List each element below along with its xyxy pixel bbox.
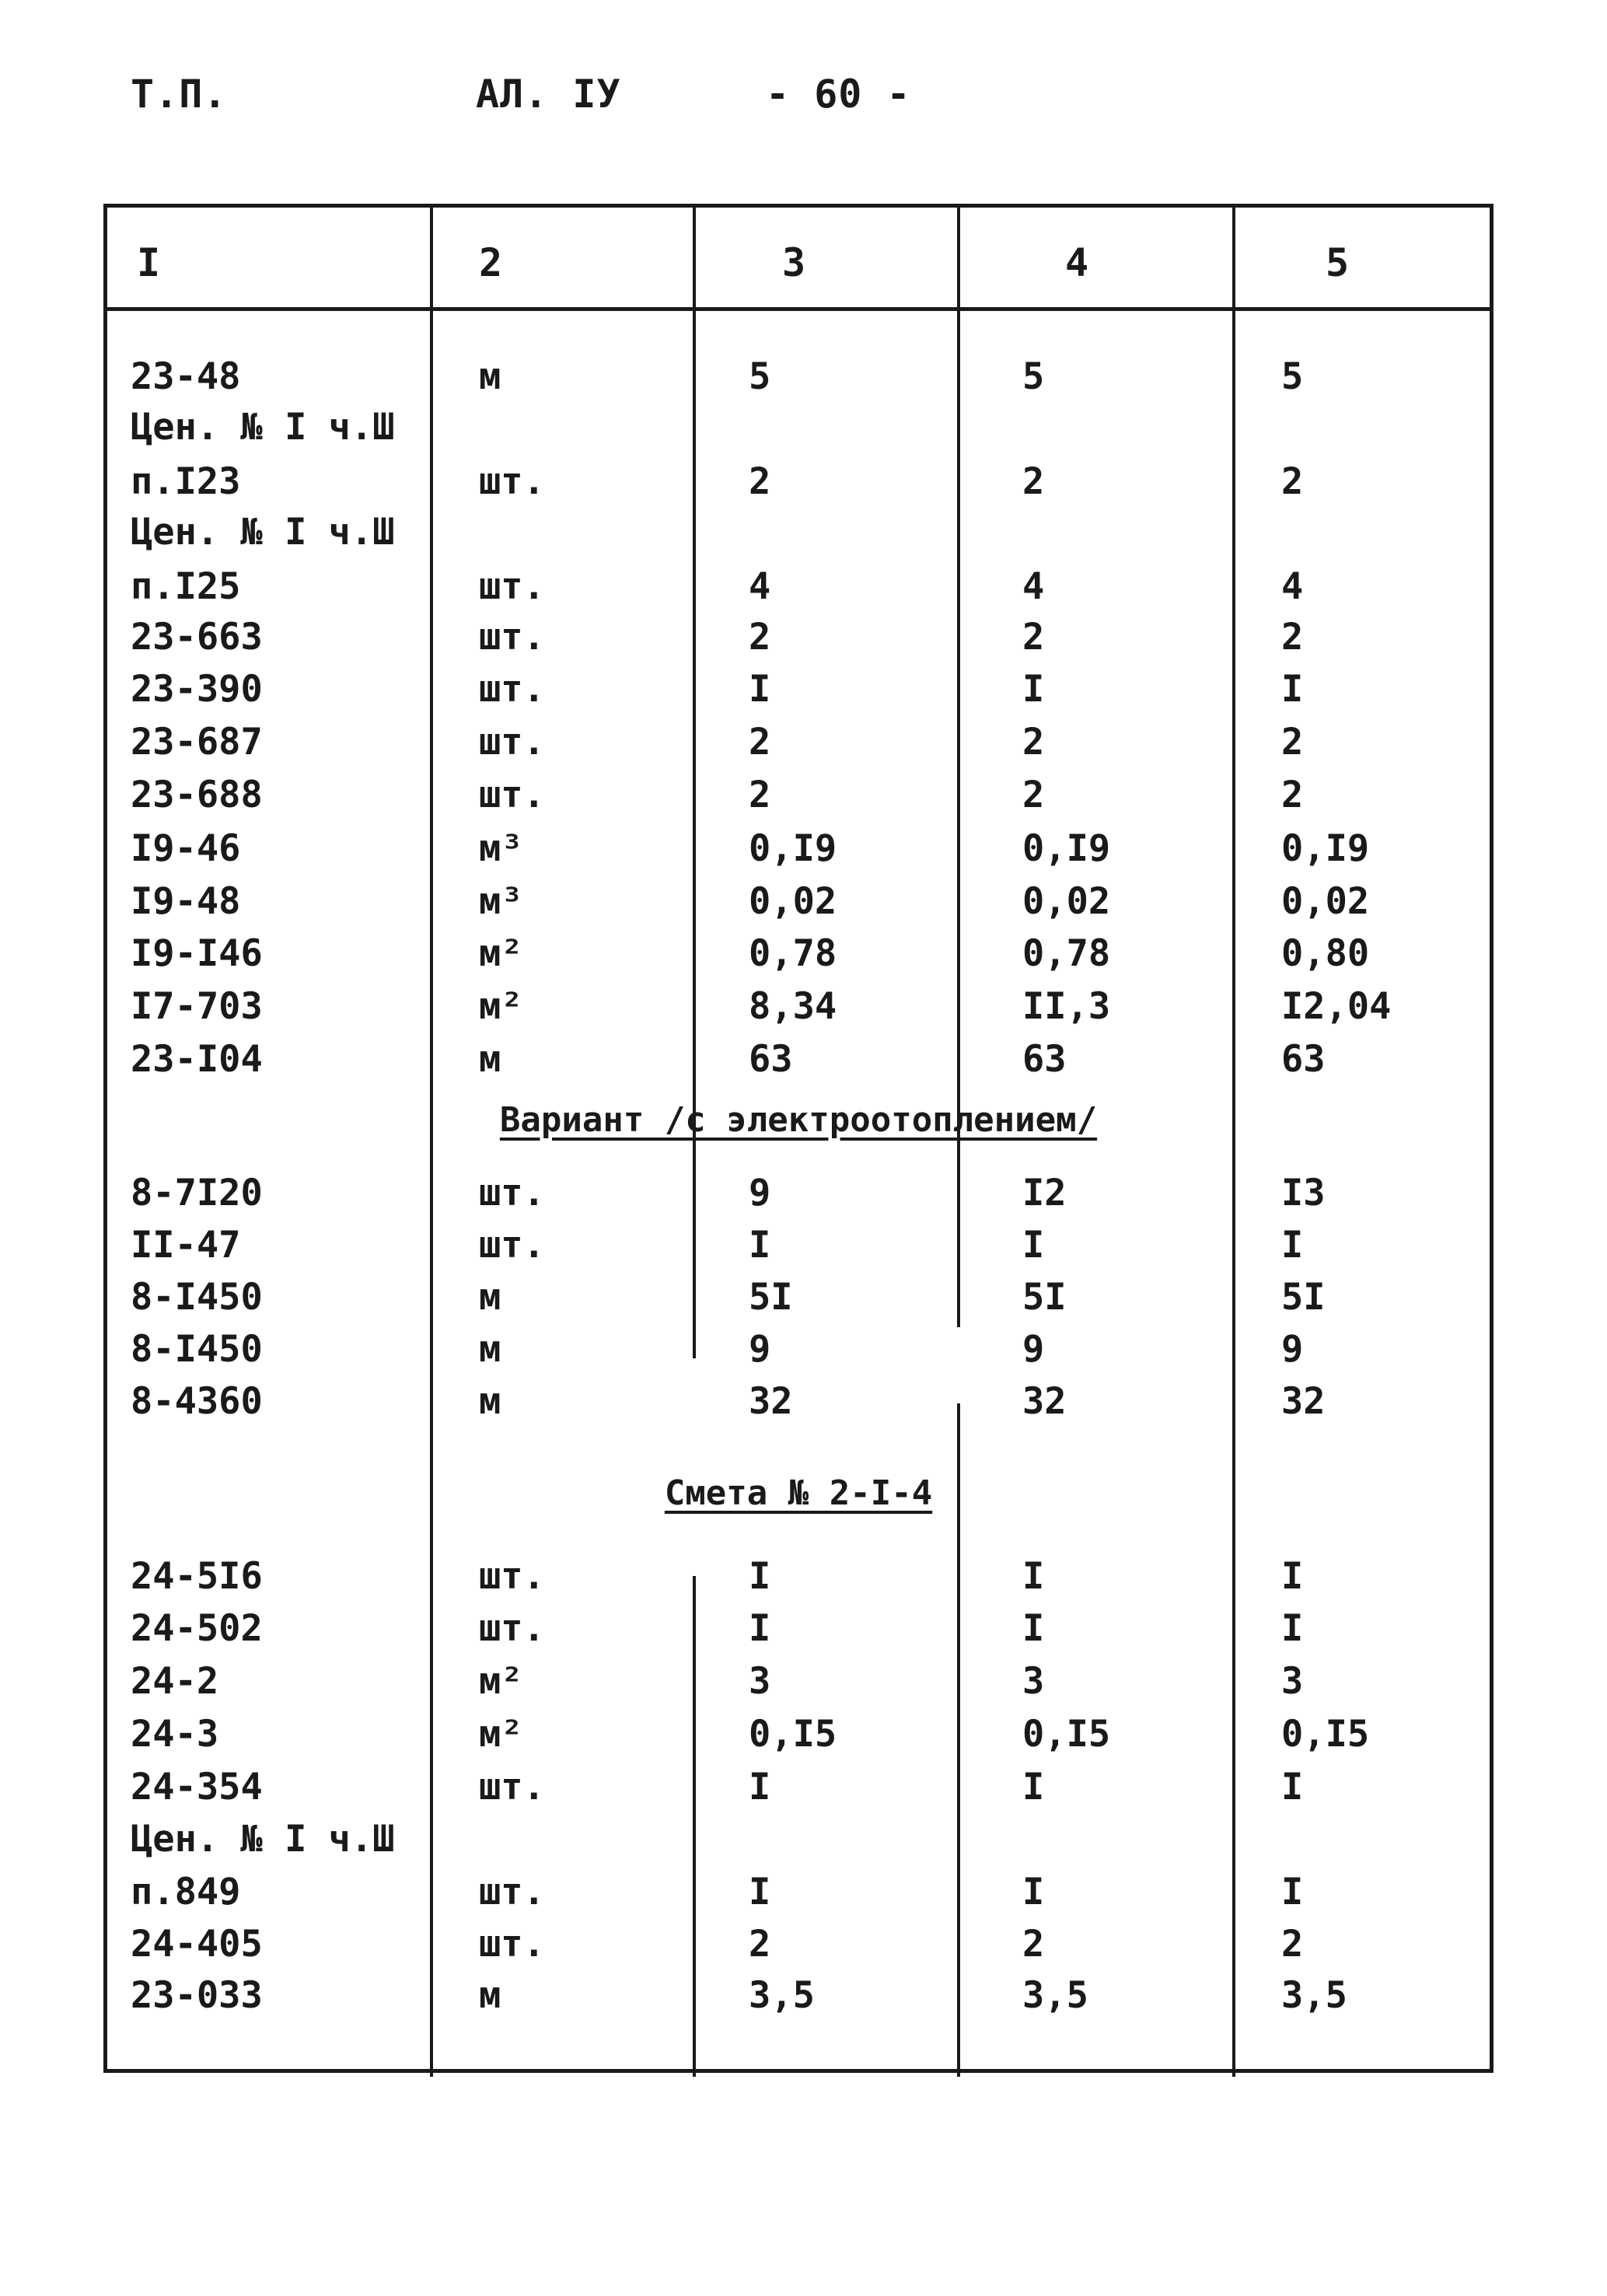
table-cell-col-3: 2 bbox=[749, 721, 771, 764]
section-title: Смета № 2-I-4 bbox=[664, 1473, 933, 1513]
table-cell-col-3: I bbox=[749, 1766, 771, 1808]
table-cell-col-2: м bbox=[479, 1038, 501, 1081]
table-cell-col-4: I bbox=[1022, 1871, 1045, 1913]
table-cell-col-1: 24-354 bbox=[131, 1766, 263, 1808]
table-cell-col-3: 2 bbox=[749, 616, 771, 659]
table-cell-col-3: 3 bbox=[749, 1660, 771, 1703]
table-cell-col-5: 2 bbox=[1281, 721, 1304, 764]
table-cell-col-4: 0,I9 bbox=[1022, 827, 1111, 870]
table-cell-col-1: 24-3 bbox=[131, 1713, 219, 1756]
table-cell-col-2: м² bbox=[479, 932, 523, 975]
table-cell-col-1: 24-5I6 bbox=[131, 1555, 263, 1598]
table-cell-col-5: 4 bbox=[1281, 565, 1304, 608]
table-cell-col-2: м² bbox=[479, 1713, 523, 1756]
table-cell-col-5: 2 bbox=[1281, 616, 1304, 659]
table-cell-col-2: м bbox=[479, 1276, 501, 1319]
table-cell-col-2: м² bbox=[479, 985, 523, 1028]
table-cell-col-4: I bbox=[1022, 1607, 1045, 1650]
table-cell-col-1: 8-I450 bbox=[131, 1328, 263, 1371]
table-cell-col-1: 8-4360 bbox=[131, 1380, 263, 1423]
page-number: - 60 - bbox=[766, 72, 911, 117]
table-cell-col-5: I bbox=[1281, 1766, 1304, 1808]
table-body bbox=[107, 208, 1490, 2069]
table-cell-col-1: I9-46 bbox=[131, 827, 241, 870]
table-cell-col-3: 2 bbox=[749, 1923, 771, 1966]
table-cell-col-1: Цен. № I ч.Ш bbox=[131, 511, 395, 554]
table-cell-col-1: 8-7I20 bbox=[131, 1172, 263, 1214]
table-cell-col-4: 0,I5 bbox=[1022, 1713, 1111, 1756]
table-cell-col-5: I bbox=[1281, 1871, 1304, 1913]
table-cell-col-1: 24-2 bbox=[131, 1660, 219, 1703]
table-cell-col-5: I bbox=[1281, 668, 1304, 711]
table-cell-col-1: 24-502 bbox=[131, 1607, 263, 1650]
table-cell-col-1: 23-033 bbox=[131, 1974, 263, 2017]
table-cell-col-3: 4 bbox=[749, 565, 771, 608]
table-cell-col-5: 0,I9 bbox=[1281, 827, 1370, 870]
table-cell-col-5: 3,5 bbox=[1281, 1974, 1347, 2017]
table-cell-col-1: II-47 bbox=[131, 1224, 241, 1267]
table-cell-col-3: 0,I9 bbox=[749, 827, 837, 870]
table-cell-col-5: I2,04 bbox=[1281, 985, 1392, 1028]
table-cell-col-2: шт. bbox=[479, 1871, 545, 1913]
table-cell-col-2: шт. bbox=[479, 774, 545, 816]
table-cell-col-3: 8,34 bbox=[749, 985, 837, 1028]
table-cell-col-2: м bbox=[479, 1974, 501, 2017]
table-cell-col-1: 23-48 bbox=[131, 355, 241, 398]
table-cell-col-5: 9 bbox=[1281, 1328, 1304, 1371]
table-cell-col-4: I bbox=[1022, 1766, 1045, 1808]
table-cell-col-1: I7-703 bbox=[131, 985, 263, 1028]
table-cell-col-1: 8-I450 bbox=[131, 1276, 263, 1319]
table-cell-col-3: 0,78 bbox=[749, 932, 837, 975]
table-cell-col-2: шт. bbox=[479, 616, 545, 659]
table-cell-col-2: шт. bbox=[479, 1172, 545, 1214]
table-cell-col-4: 2 bbox=[1022, 1923, 1045, 1966]
table-cell-col-3: I bbox=[749, 1607, 771, 1650]
table-cell-col-3: I bbox=[749, 668, 771, 711]
table-cell-col-2: шт. bbox=[479, 460, 545, 503]
table-cell-col-2: шт. bbox=[479, 1923, 545, 1966]
table-cell-col-3: I bbox=[749, 1871, 771, 1913]
specification-table bbox=[103, 204, 1493, 2073]
table-cell-col-2: шт. bbox=[479, 1607, 545, 1650]
table-cell-col-3: 5I bbox=[749, 1276, 793, 1319]
table-cell-col-4: 0,02 bbox=[1022, 880, 1111, 923]
table-cell-col-1: п.I23 bbox=[131, 460, 241, 503]
table-cell-col-5: 63 bbox=[1281, 1038, 1326, 1081]
table-cell-col-1: п.I25 bbox=[131, 565, 241, 608]
column-header-3: 3 bbox=[782, 240, 806, 285]
column-header-5: 5 bbox=[1326, 240, 1350, 285]
table-cell-col-2: шт. bbox=[479, 721, 545, 764]
table-cell-col-4: 5I bbox=[1022, 1276, 1067, 1319]
table-cell-col-4: 63 bbox=[1022, 1038, 1067, 1081]
table-cell-col-3: I bbox=[749, 1224, 771, 1267]
table-cell-col-2: шт. bbox=[479, 565, 545, 608]
table-cell-col-2: шт. bbox=[479, 1224, 545, 1267]
table-cell-col-3: 32 bbox=[749, 1380, 793, 1423]
table-cell-col-4: 2 bbox=[1022, 721, 1045, 764]
table-cell-col-1: I9-48 bbox=[131, 880, 241, 923]
table-cell-col-3: 2 bbox=[749, 460, 771, 503]
table-cell-col-5: 5I bbox=[1281, 1276, 1326, 1319]
table-cell-col-3: 5 bbox=[749, 355, 771, 398]
section-title: Вариант /с электроотоплением/ bbox=[499, 1100, 1098, 1140]
table-cell-col-3: 9 bbox=[749, 1172, 771, 1214]
table-cell-col-5: 5 bbox=[1281, 355, 1304, 398]
table-cell-col-1: 23-687 bbox=[131, 721, 263, 764]
table-cell-col-4: I bbox=[1022, 668, 1045, 711]
table-cell-col-1: Цен. № I ч.Ш bbox=[131, 1818, 395, 1861]
table-cell-col-5: 2 bbox=[1281, 774, 1304, 816]
table-cell-col-1: I9-I46 bbox=[131, 932, 263, 975]
table-cell-col-2: м bbox=[479, 355, 501, 398]
table-cell-col-1: 24-405 bbox=[131, 1923, 263, 1966]
column-header-1: I bbox=[137, 240, 161, 285]
column-header-2: 2 bbox=[479, 240, 503, 285]
table-cell-col-4: 0,78 bbox=[1022, 932, 1111, 975]
table-cell-col-5: I3 bbox=[1281, 1172, 1326, 1214]
table-cell-col-3: 3,5 bbox=[749, 1974, 815, 2017]
table-cell-col-5: 0,02 bbox=[1281, 880, 1370, 923]
table-cell-col-1: 23-688 bbox=[131, 774, 263, 816]
table-cell-col-3: 0,02 bbox=[749, 880, 837, 923]
table-cell-col-5: I bbox=[1281, 1555, 1304, 1598]
table-cell-col-3: I bbox=[749, 1555, 771, 1598]
header-album-code: АЛ. IУ bbox=[476, 72, 621, 117]
table-cell-col-2: шт. bbox=[479, 1555, 545, 1598]
table-cell-col-2: м³ bbox=[479, 827, 523, 870]
table-cell-col-4: 2 bbox=[1022, 774, 1045, 816]
table-cell-col-5: 0,80 bbox=[1281, 932, 1370, 975]
table-cell-col-4: 2 bbox=[1022, 460, 1045, 503]
table-cell-col-3: 63 bbox=[749, 1038, 793, 1081]
table-cell-col-4: II,3 bbox=[1022, 985, 1111, 1028]
table-cell-col-4: 2 bbox=[1022, 616, 1045, 659]
table-cell-col-2: м³ bbox=[479, 880, 523, 923]
table-cell-col-5: 3 bbox=[1281, 1660, 1304, 1703]
table-cell-col-2: шт. bbox=[479, 1766, 545, 1808]
table-cell-col-1: п.849 bbox=[131, 1871, 241, 1913]
table-cell-col-1: 23-390 bbox=[131, 668, 263, 711]
table-cell-col-4: 3 bbox=[1022, 1660, 1045, 1703]
table-cell-col-4: 4 bbox=[1022, 565, 1045, 608]
table-cell-col-1: 23-663 bbox=[131, 616, 263, 659]
column-header-4: 4 bbox=[1065, 240, 1089, 285]
table-cell-col-1: 23-I04 bbox=[131, 1038, 263, 1081]
table-cell-col-5: 32 bbox=[1281, 1380, 1326, 1423]
table-cell-col-5: I bbox=[1281, 1607, 1304, 1650]
table-cell-col-4: 32 bbox=[1022, 1380, 1067, 1423]
table-cell-col-5: 2 bbox=[1281, 460, 1304, 503]
table-cell-col-5: I bbox=[1281, 1224, 1304, 1267]
table-cell-col-2: м bbox=[479, 1380, 501, 1423]
table-cell-col-4: I2 bbox=[1022, 1172, 1067, 1214]
table-cell-col-2: м² bbox=[479, 1660, 523, 1703]
table-cell-col-2: шт. bbox=[479, 668, 545, 711]
table-cell-col-3: 2 bbox=[749, 774, 771, 816]
table-cell-col-4: 3,5 bbox=[1022, 1974, 1088, 2017]
table-cell-col-1: Цен. № I ч.Ш bbox=[131, 406, 395, 449]
table-cell-col-4: 9 bbox=[1022, 1328, 1045, 1371]
table-cell-col-5: 0,I5 bbox=[1281, 1713, 1370, 1756]
header-left-code: Т.П. bbox=[131, 72, 228, 117]
table-cell-col-3: 9 bbox=[749, 1328, 771, 1371]
table-cell-col-5: 2 bbox=[1281, 1923, 1304, 1966]
table-cell-col-4: I bbox=[1022, 1555, 1045, 1598]
table-cell-col-2: м bbox=[479, 1328, 501, 1371]
table-cell-col-4: 5 bbox=[1022, 355, 1045, 398]
table-cell-col-3: 0,I5 bbox=[749, 1713, 837, 1756]
table-cell-col-4: I bbox=[1022, 1224, 1045, 1267]
